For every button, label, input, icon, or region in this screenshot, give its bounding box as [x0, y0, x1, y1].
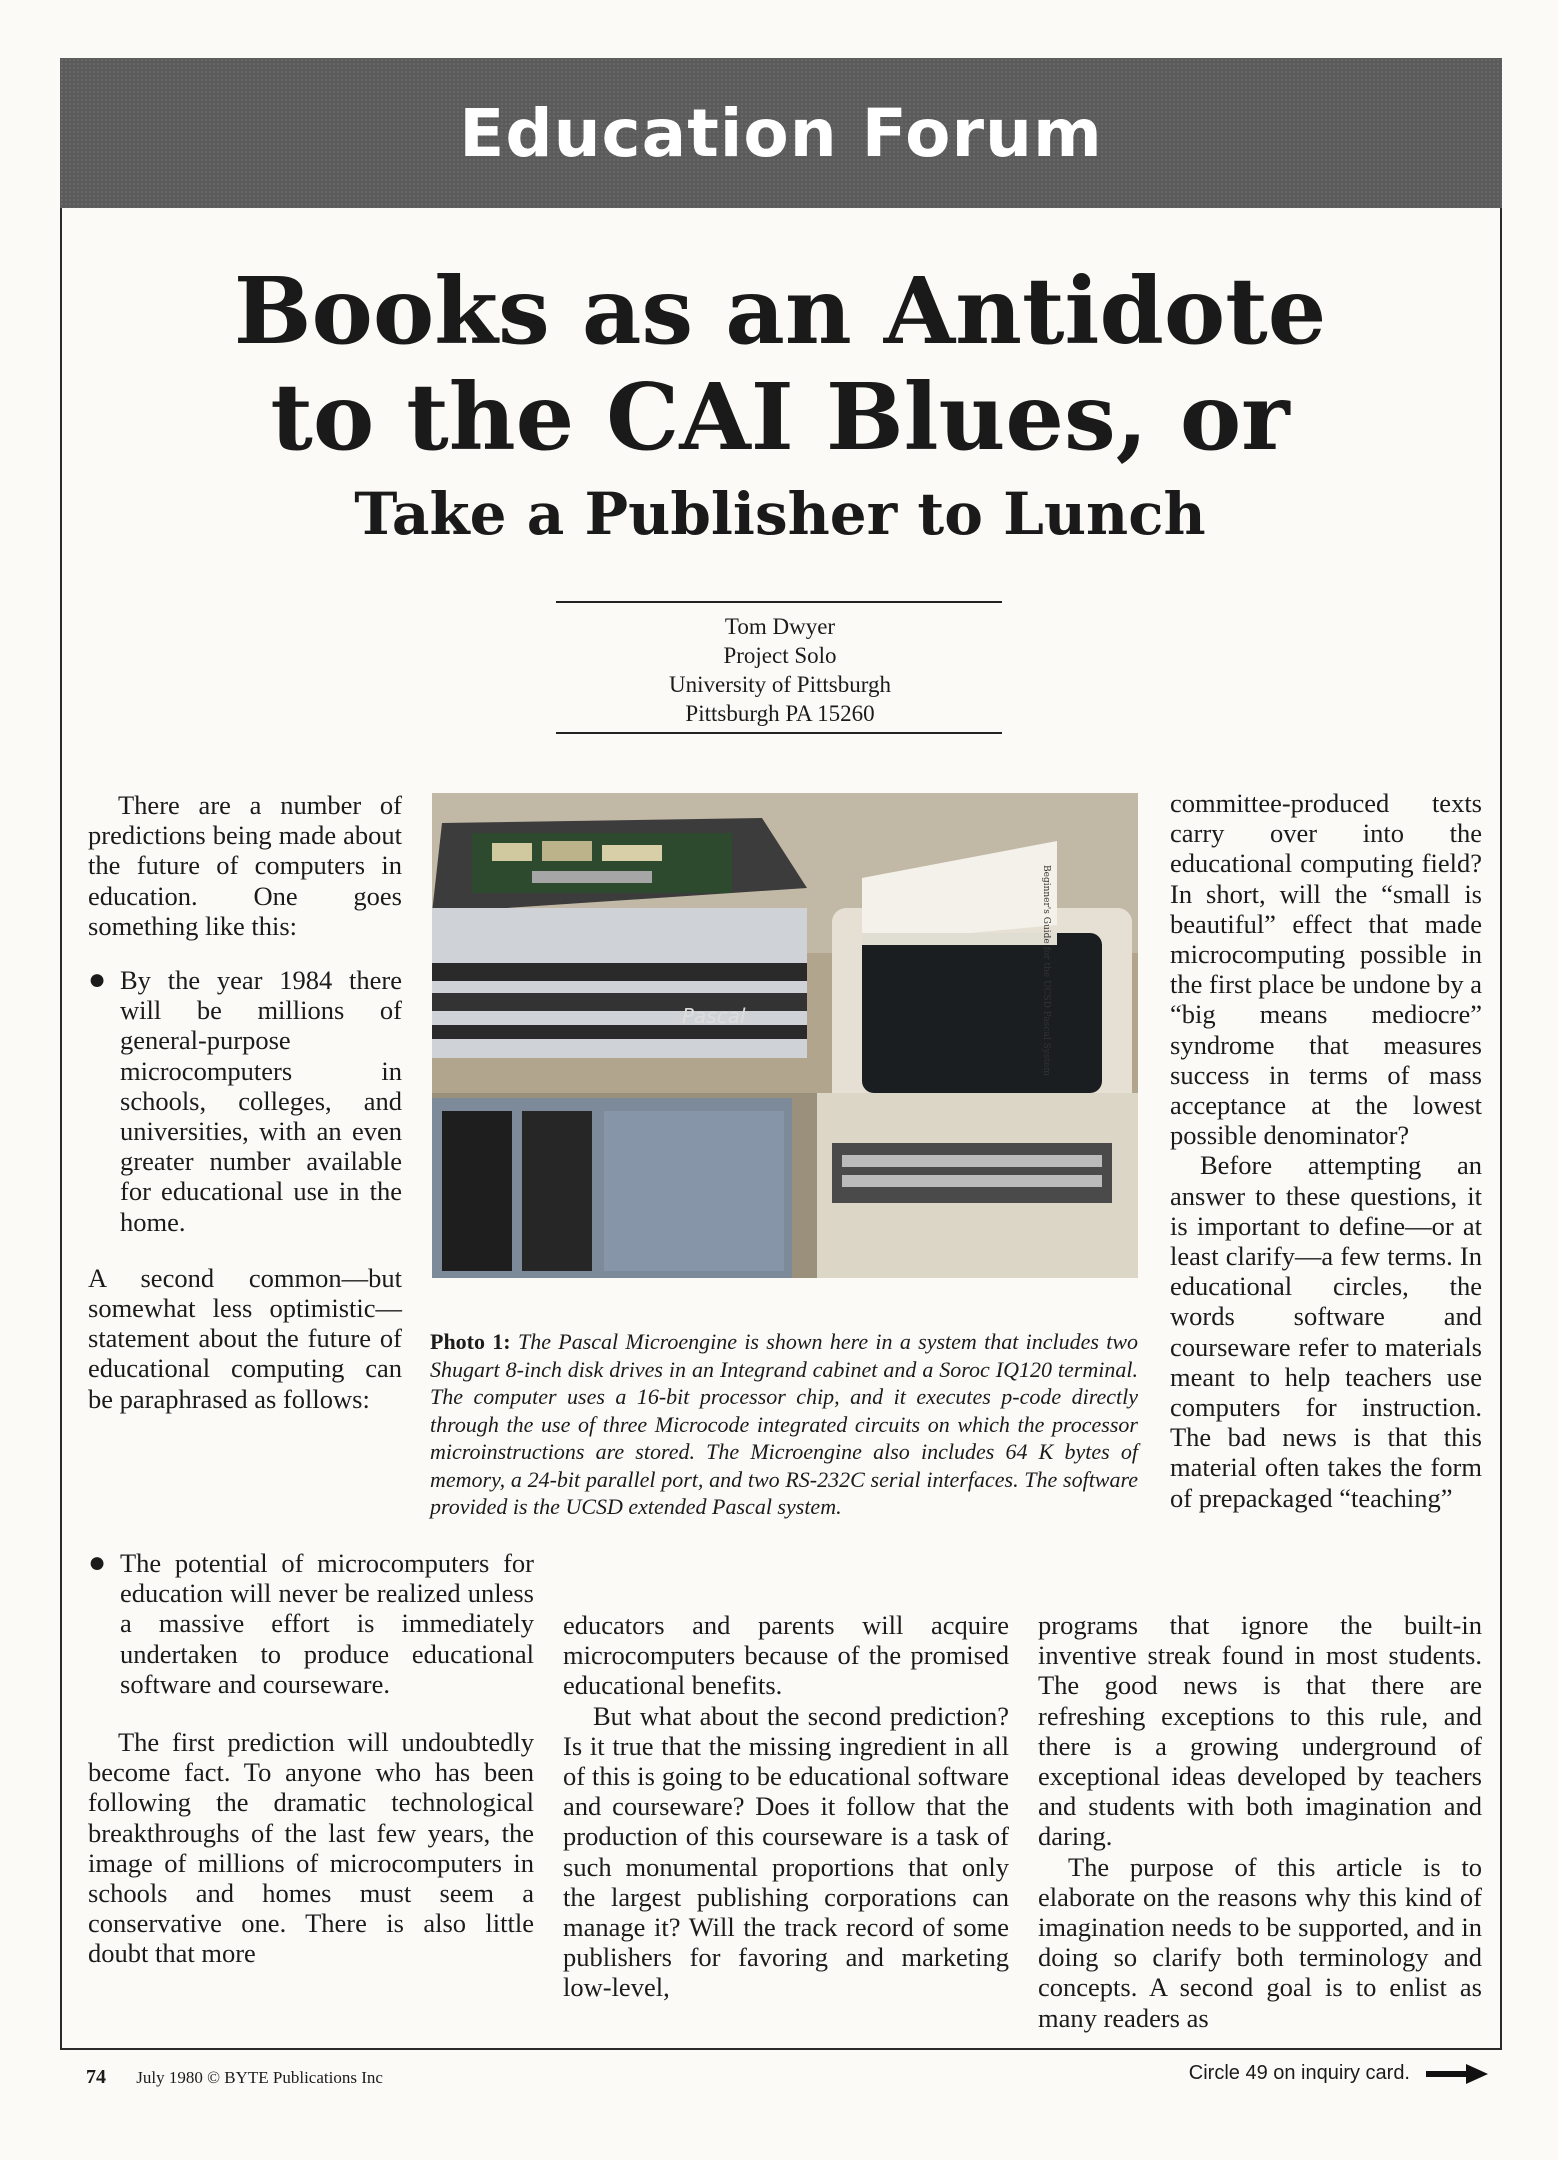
author-name: Tom Dwyer: [724, 614, 836, 639]
issue-info: July 1980 © BYTE Publications Inc: [136, 2068, 383, 2087]
right-paragraph-3: programs that ignore the built-in inventive streak found in most students. The good news is that there are refreshing exceptions to this rule, and there is a growing underground of exceptional ideas developed by teachers and students with both imagination and daring.: [1038, 1610, 1482, 1852]
left-column-lower: [88, 1548, 534, 1969]
intro-paragraph: There are a number of predictions being made about the future of computers in education. One goes something like this:: [88, 790, 402, 941]
photo-microengine: [432, 793, 1138, 1278]
article-title-line2: to the CAI Blues, or: [270, 363, 1290, 471]
svg-text:Pascal: Pascal: [682, 1004, 746, 1028]
right-paragraph-1: committee-produced texts carry over into the educational computing field? In short, will the “small is beautiful” effect that made microcomputing possible in the first place be undone by a “big means mediocre” syndrome that measures success in terms of mass acceptance at the lowest possible denominator?: [1170, 788, 1482, 1151]
right-column-lower: [1038, 1610, 1482, 2033]
middle-paragraph-2: But what about the second prediction? Is it true that the missing ingredient in all of this is going to be educational software and courseware? Does it follow that the production of this courseware is a task of such monumental proportions that only the largest publishing corporations can manage it? Will the track record of some publishers for favoring and marketing low-level,: [563, 1700, 1009, 2003]
photo-illustration: [432, 793, 1138, 1278]
section-banner: [60, 58, 1502, 208]
byline-bottom-rule: [556, 732, 1002, 734]
left-column: [88, 790, 402, 1414]
first-prediction-paragraph: The first prediction will undoubtedly become fact. To anyone who has been following the dramatic technological breakthroughs of the last few years, the image of millions of microcomputers in schools and homes must seem a conservative one. There is also little doubt that more: [88, 1727, 534, 1969]
prediction-2-text: The potential of microcomputers for education will never be realized unless a massive effort is immediately undertaken to produce educational software and courseware.: [120, 1548, 534, 1699]
photo-caption: [430, 1328, 1138, 1521]
prediction-1: [88, 965, 402, 1237]
caption-label: Photo 1:: [430, 1329, 511, 1354]
footer-right: [1189, 2062, 1488, 2085]
author-address: Pittsburgh PA 15260: [685, 701, 875, 726]
footer-left: [86, 2066, 383, 2089]
second-statement-paragraph: A second common—but somewhat less optimistic—statement about the future of educational computing can be paraphrased as follows:: [88, 1262, 402, 1414]
page-number: 74: [86, 2066, 106, 2088]
author-university: University of Pittsburgh: [669, 672, 891, 697]
article-title-line1: Books as an Antidote: [233, 257, 1327, 365]
prediction-1-text: By the year 1984 there will be millions of general-purpose microcomputers in schools, colleges, and universities, with an even greater number available for educational use in the home.: [120, 965, 402, 1237]
author-org: Project Solo: [723, 643, 837, 668]
byline-top-rule: [556, 601, 1002, 603]
section-title: Education Forum: [459, 94, 1103, 172]
bullet-icon: ●: [88, 1546, 107, 1579]
middle-paragraph-1: educators and parents will acquire microcomputers because of the promised educational benefits.: [563, 1610, 1009, 1701]
article-subtitle: Take a Publisher to Lunch: [354, 480, 1206, 548]
middle-column: [563, 1610, 1009, 2003]
right-paragraph-4: The purpose of this article is to elaborate on the reasons why this kind of imagination needs to be supported, and in doing so clarify both terminology and concepts. A second goal is to enlist as many readers as: [1038, 1851, 1482, 2033]
byline: [560, 612, 1000, 728]
inquiry-text: Circle 49 on inquiry card.: [1188, 2062, 1410, 2084]
caption-text: The Pascal Microengine is shown here in a system that includes two Shugart 8-inch disk drives in an Integrand cabinet and a Soroc IQ120 terminal. The computer uses a 16-bit processor chip, and it executes p-code directly through the use of three Microcode integrated circuits on which the processor microinstructions are stored. The Microengine also includes 64 K bytes of memory, a 24-bit parallel port, and two RS-232C serial interfaces. The software provided is the UCSD extended Pascal system.: [430, 1329, 1139, 1519]
bullet-icon: ●: [88, 963, 107, 997]
book-spine-label: Beginner's Guide for the UCSD Pascal System: [1041, 865, 1051, 1076]
arrow-right-icon: [1426, 2064, 1488, 2084]
right-column-upper: [1170, 788, 1482, 1513]
right-paragraph-2: Before attempting an answer to these questions, it is important to define—or at least clarify—a few terms. In educational circles, the words software and courseware refer to materials meant to help teachers use computers for instruction. The bad news is that this material often takes the form of prepackaged “teaching”: [1170, 1150, 1482, 1513]
prediction-2: [88, 1548, 534, 1699]
